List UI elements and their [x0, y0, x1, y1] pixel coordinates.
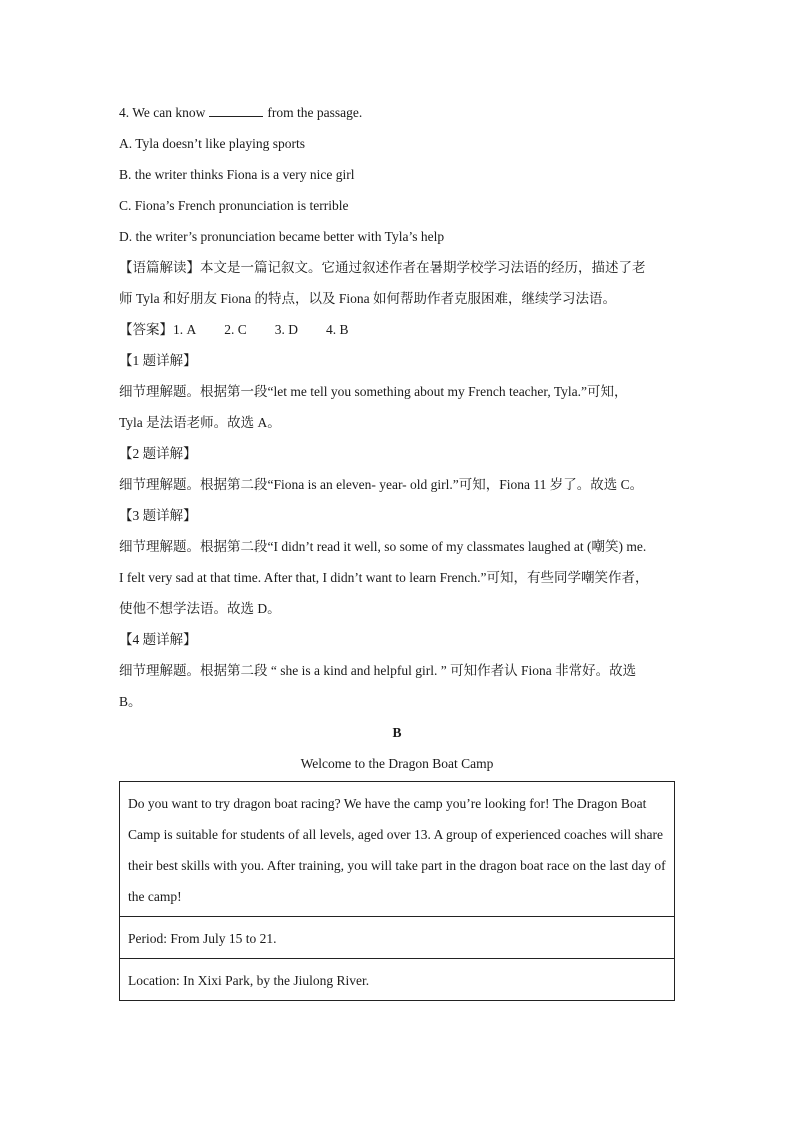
answer-item-3: 3. D — [274, 322, 299, 337]
table-row — [120, 917, 675, 959]
table-row — [120, 782, 675, 917]
detail-1-line-2: Tyla 是法语老师。故选 A。 — [119, 415, 281, 430]
answer-key — [119, 314, 675, 345]
detail-2-heading: 【2 题详解】 — [119, 446, 197, 461]
section-b-letter: B — [392, 725, 402, 740]
detail-1-heading: 【1 题详解】 — [119, 353, 197, 368]
answer-blank — [209, 102, 263, 117]
detail-4-line-1: 细节理解题。根据第二段 “ she is a kind and helpful girl. ” 可知作者认 Fiona 非常好。故选 — [119, 663, 637, 678]
camp-location-cell: Location: In Xixi Park, by the Jiulong River. — [120, 959, 675, 1001]
camp-title: Welcome to the Dragon Boat Camp — [300, 756, 494, 771]
detail-3-line-3: 使他不想学法语。故选 D。 — [119, 601, 281, 616]
camp-info-table — [119, 781, 675, 1001]
detail-4-heading: 【4 题详解】 — [119, 632, 197, 647]
camp-description-cell: Do you want to try dragon boat racing? We have the camp you’re looking for! The Dragon Boat Camp is suitable for students of all levels, aged over 13. A group of experienced coaches will share their best skills with you. After training, you will take part in the dragon boat race on the last day of the camp! — [120, 782, 675, 917]
detail-2-line-1: 细节理解题。根据第二段“Fiona is an eleven- year- old girl.”可知，Fiona 11 岁了。故选 C。 — [119, 477, 644, 492]
question-4-option-b: B. the writer thinks Fiona is a very nice girl — [119, 167, 355, 182]
detail-1-line-1: 细节理解题。根据第一段“let me tell you something about my French teacher, Tyla.”可知， — [119, 384, 628, 399]
answer-item-2: 2. C — [224, 322, 247, 337]
answer-item-4: 4. B — [326, 322, 349, 337]
camp-period-cell: Period: From July 15 to 21. — [120, 917, 675, 959]
detail-3-heading: 【3 题详解】 — [119, 508, 197, 523]
question-4-option-a: A. Tyla doesn’t like playing sports — [119, 136, 306, 151]
answer-item-1: 1. A — [173, 322, 197, 337]
question-4-stem-before: 4. We can know — [119, 105, 206, 120]
passage-analysis-line-2: 师 Tyla 和好朋友 Fiona 的特点，以及 Fiona 如何帮助作者克服困难，继续学习法语。 — [119, 291, 617, 306]
passage-analysis-line-1: 【语篇解读】本文是一篇记叙文。它通过叙述作者在暑期学校学习法语的经历，描述了老 — [119, 260, 646, 275]
question-4-stem-after: from the passage. — [267, 105, 363, 120]
detail-4-line-2: B。 — [119, 694, 142, 709]
table-row — [120, 959, 675, 1001]
question-4-option-d: D. the writer’s pronunciation became better with Tyla’s help — [119, 229, 445, 244]
detail-3-line-1: 细节理解题。根据第二段“I didn’t read it well, so some of my classmates laughed at (嘲笑) me. — [119, 539, 647, 554]
question-4-stem — [119, 97, 675, 128]
detail-3-line-2: I felt very sad at that time. After that, I didn’t want to learn French.”可知，有些同学嘲笑作者， — [119, 570, 649, 585]
answer-key-label: 【答案】 — [119, 322, 173, 337]
question-4-option-c: C. Fiona’s French pronunciation is terrible — [119, 198, 349, 213]
document-page — [119, 97, 675, 1001]
